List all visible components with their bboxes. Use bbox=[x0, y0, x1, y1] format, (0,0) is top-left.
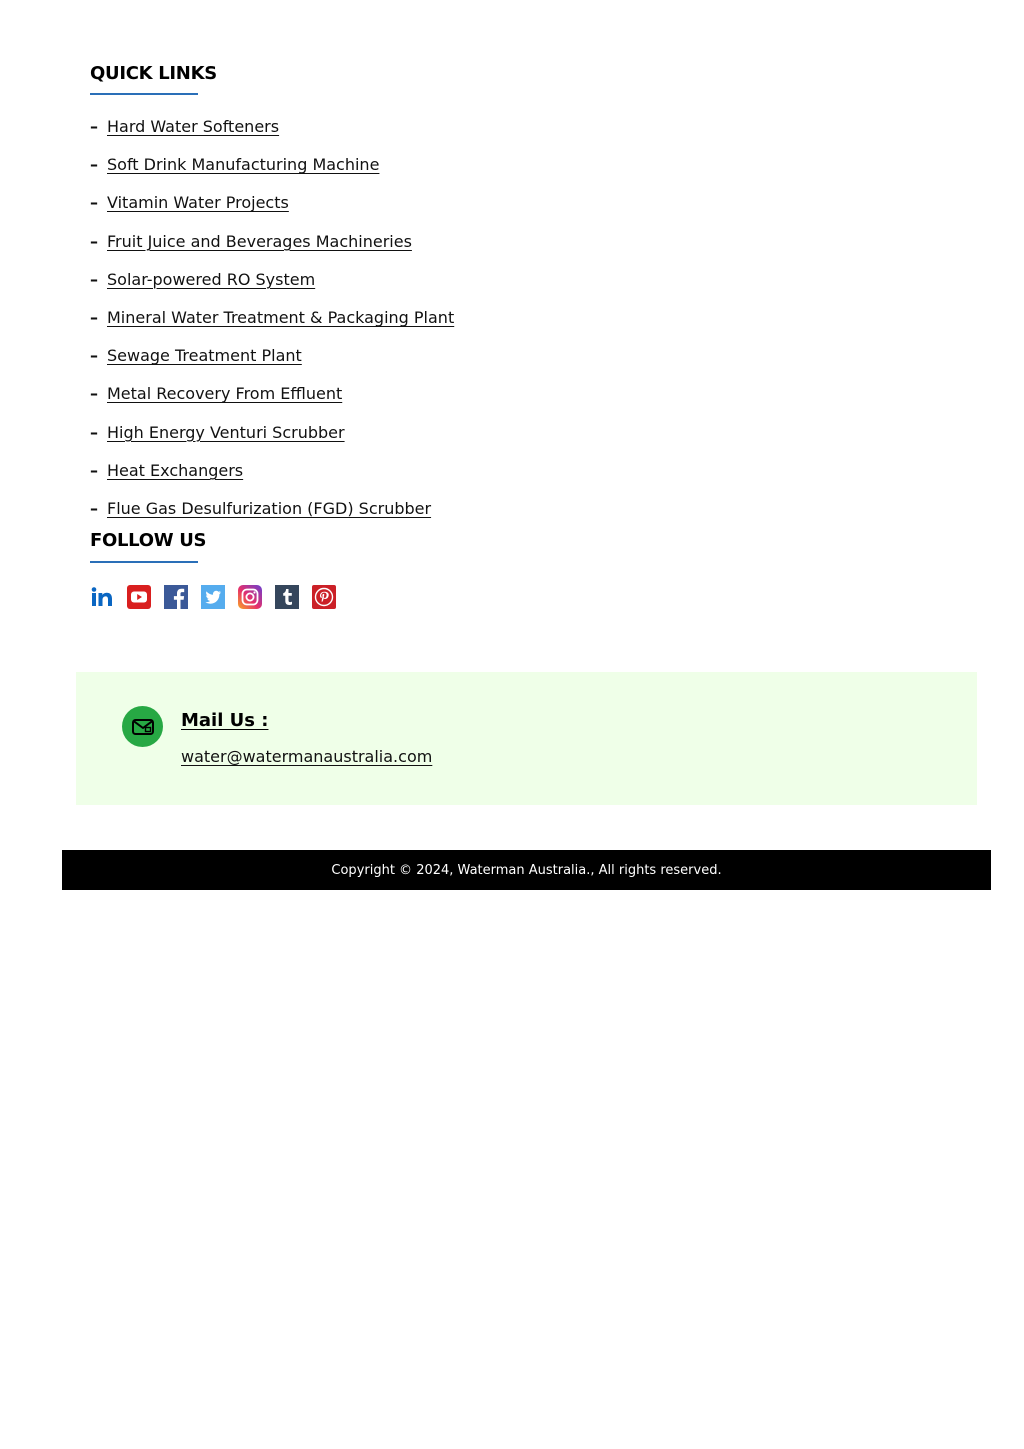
dash-bullet: – bbox=[90, 269, 98, 289]
dash-bullet: – bbox=[90, 460, 98, 480]
youtube-icon[interactable] bbox=[127, 585, 151, 609]
follow-us-title: FOLLOW US bbox=[90, 530, 207, 551]
list-item bbox=[90, 422, 454, 460]
link-sewage-treatment-plant[interactable]: Sewage Treatment Plant bbox=[107, 346, 302, 366]
dash-bullet: – bbox=[90, 231, 98, 251]
instagram-icon[interactable] bbox=[238, 585, 262, 609]
list-item bbox=[90, 460, 454, 498]
linkedin-icon[interactable] bbox=[90, 585, 114, 609]
list-item bbox=[90, 154, 454, 192]
quick-links-underline bbox=[90, 93, 198, 95]
mail-icon bbox=[122, 706, 163, 747]
list-item bbox=[90, 345, 454, 383]
link-soft-drink-manufacturing-machine[interactable]: Soft Drink Manufacturing Machine bbox=[107, 155, 380, 175]
pinterest-icon[interactable] bbox=[312, 585, 336, 609]
list-item bbox=[90, 383, 454, 421]
link-fgd-scrubber[interactable]: Flue Gas Desulfurization (FGD) Scrubber bbox=[107, 498, 432, 518]
dash-bullet: – bbox=[90, 498, 98, 518]
link-venturi-scrubber[interactable]: High Energy Venturi Scrubber bbox=[107, 422, 345, 442]
footer-bar bbox=[62, 850, 991, 890]
twitter-icon[interactable] bbox=[201, 585, 225, 609]
dash-bullet: – bbox=[90, 384, 98, 404]
link-hard-water-softeners[interactable]: Hard Water Softeners bbox=[107, 117, 280, 136]
list-item bbox=[90, 192, 454, 230]
list-item bbox=[90, 269, 454, 307]
link-vitamin-water-projects[interactable]: Vitamin Water Projects bbox=[107, 193, 289, 213]
dash-bullet: – bbox=[90, 155, 98, 175]
list-item bbox=[90, 307, 454, 345]
link-heat-exchangers[interactable]: Heat Exchangers bbox=[107, 460, 244, 480]
email-link[interactable]: water@watermanaustralia.com bbox=[181, 747, 433, 766]
dash-bullet: – bbox=[90, 117, 98, 136]
social-icons bbox=[90, 585, 336, 609]
facebook-icon[interactable] bbox=[164, 585, 188, 609]
contact-box bbox=[76, 672, 977, 805]
dash-bullet: – bbox=[90, 193, 98, 213]
tumblr-icon[interactable] bbox=[275, 585, 299, 609]
copyright-text: Copyright © 2024, Waterman Australia., All rights reserved. bbox=[331, 862, 722, 878]
follow-us-underline bbox=[90, 561, 198, 563]
dash-bullet: – bbox=[90, 346, 98, 366]
list-item bbox=[90, 116, 454, 154]
dash-bullet: – bbox=[90, 422, 98, 442]
link-mineral-water-treatment[interactable]: Mineral Water Treatment & Packaging Plant bbox=[107, 307, 455, 327]
link-solar-powered-ro-system[interactable]: Solar-powered RO System bbox=[107, 269, 316, 289]
link-fruit-juice-beverages[interactable]: Fruit Juice and Beverages Machineries bbox=[107, 231, 412, 251]
quick-links-list bbox=[90, 116, 454, 536]
dash-bullet: – bbox=[90, 307, 98, 327]
quick-links-title: QUICK LINKS bbox=[90, 63, 217, 84]
link-metal-recovery[interactable]: Metal Recovery From Effluent bbox=[107, 384, 343, 404]
list-item bbox=[90, 231, 454, 269]
mail-us-label: Mail Us : bbox=[181, 710, 269, 731]
